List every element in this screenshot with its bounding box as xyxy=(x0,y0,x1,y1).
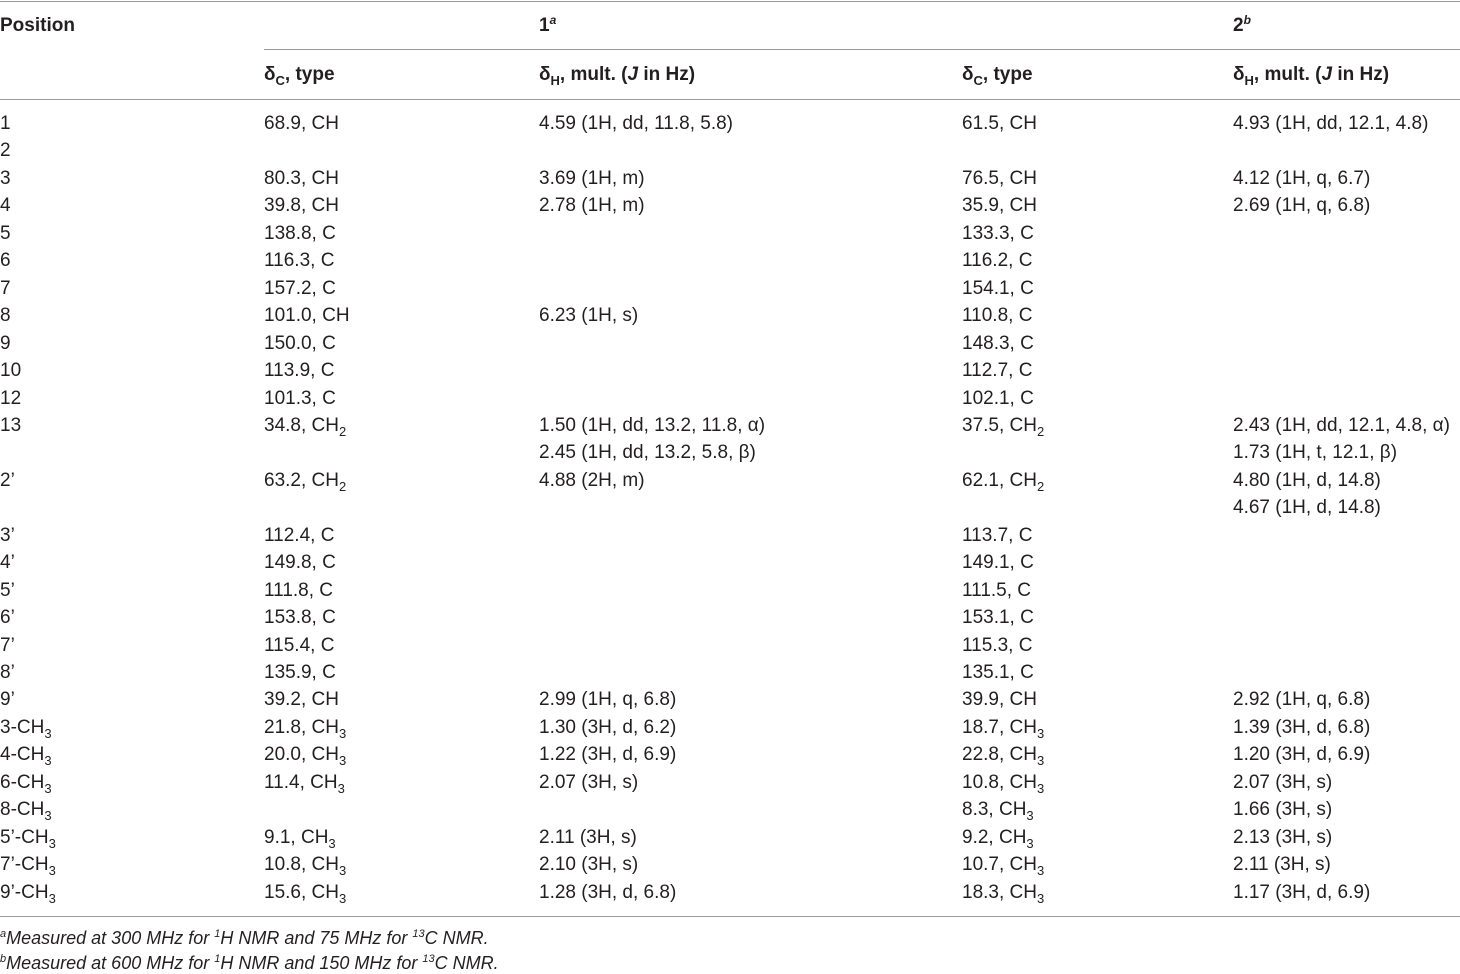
table-top-rule xyxy=(0,1,1460,2)
position-header: Position xyxy=(0,15,75,36)
cell-text: 4.67 (1H, d, 14.8) xyxy=(1233,497,1381,519)
carbon-shift-1-cell xyxy=(264,772,345,794)
carbon-shift-2-cell xyxy=(962,113,1037,135)
j-symbol: J xyxy=(1321,64,1333,85)
proton-shift-1-cell xyxy=(539,882,676,904)
carbon-shift-1-cell xyxy=(264,744,347,769)
carbon-shift-2-cell xyxy=(962,799,1034,824)
cell-text: 10 xyxy=(0,360,22,381)
compound-2-note-mark: b xyxy=(1243,13,1251,27)
position-cell xyxy=(0,168,11,190)
carbon-shift-2-cell xyxy=(962,772,1044,794)
table-bottom-rule xyxy=(0,916,1460,917)
cell-text: 2.07 (3H, s) xyxy=(539,771,639,793)
carbon-shift-1-cell xyxy=(264,223,336,245)
compound-1-label: 1 xyxy=(539,15,550,36)
cell-text: 1.50 (1H, dd, 13.2, 11.8, α) xyxy=(539,414,766,436)
cell-text: 1.66 (3H, s) xyxy=(1233,799,1333,821)
delta-sub: C xyxy=(973,73,983,88)
cell-text: 2.07 (3H, s) xyxy=(1233,771,1333,793)
cell-text: 1.22 (3H, d, 6.9) xyxy=(539,744,677,766)
isotope-number: 1 xyxy=(214,953,221,965)
delta-sub: H xyxy=(550,73,560,88)
cell-text: 4.88 (2H, m) xyxy=(539,469,645,491)
cell-text: 3’ xyxy=(0,524,15,546)
proton-shift-1-cell xyxy=(539,195,645,217)
proton-shift-1-cell xyxy=(539,689,676,711)
position-cell xyxy=(0,689,15,711)
cell-text: 62.1, CH xyxy=(962,469,1037,491)
cell-text: 8-CH xyxy=(0,799,45,821)
compound-1-note-mark: a xyxy=(549,13,557,27)
cell-text: 9’ xyxy=(0,689,15,711)
proton-shift-2-cell xyxy=(1233,772,1332,794)
cell-text: 2.10 (3H, s) xyxy=(539,854,639,876)
proton-shift-1-cell xyxy=(539,854,638,876)
position-cell xyxy=(0,305,11,327)
carbon-shift-2-cell xyxy=(962,360,1032,382)
cell-text: 101.0, CH xyxy=(264,305,350,327)
delta-h-header-1 xyxy=(539,64,695,86)
cell-text: 135.1, C xyxy=(962,662,1034,683)
subscript: 3 xyxy=(1036,753,1045,769)
cell-text: 5’ xyxy=(0,579,15,601)
carbon-shift-1-cell xyxy=(264,580,333,602)
subscript: 3 xyxy=(48,890,56,906)
cell-text: 22.8, CH xyxy=(962,744,1037,766)
cell-text: 21.8, CH xyxy=(264,716,339,738)
cell-text: 4-CH xyxy=(0,744,45,766)
position-cell xyxy=(0,799,52,824)
delta-h-rest: in Hz) xyxy=(638,64,696,85)
delta-symbol: δ xyxy=(539,64,551,85)
cell-text: 148.3, C xyxy=(962,332,1034,354)
cell-text: 9 xyxy=(0,332,11,354)
subscript: 3 xyxy=(48,835,56,851)
subscript: 2 xyxy=(338,423,347,439)
cell-text: 2.92 (1H, q, 6.8) xyxy=(1233,689,1371,711)
position-cell xyxy=(0,552,15,574)
cell-text: 18.3, CH xyxy=(962,881,1037,903)
cell-text: 1.39 (3H, d, 6.8) xyxy=(1233,716,1371,738)
subscript: 3 xyxy=(44,808,52,824)
carbon-shift-1-cell xyxy=(264,333,336,355)
cell-text: 9’-CH xyxy=(0,881,49,903)
carbon-shift-1-cell xyxy=(264,305,350,327)
carbon-shift-2-cell xyxy=(962,717,1044,739)
proton-shift-2-cell xyxy=(1233,744,1370,766)
cell-text: 7’ xyxy=(0,634,15,656)
cell-text: 101.3, C xyxy=(264,387,336,409)
cell-text: 4.59 (1H, dd, 11.8, 5.8) xyxy=(539,113,733,134)
cell-text: 102.1, C xyxy=(962,387,1034,409)
carbon-shift-2-cell xyxy=(962,525,1032,547)
carbon-shift-1-cell xyxy=(264,470,346,492)
proton-shift-1-cell xyxy=(539,113,733,135)
cell-text: 9.1, CH xyxy=(264,826,329,848)
cell-text: 4.12 (1H, q, 6.7) xyxy=(1233,167,1371,189)
cell-text: 2 xyxy=(0,140,11,162)
position-cell xyxy=(0,635,15,657)
position-cell xyxy=(0,333,11,355)
carbon-shift-1-cell xyxy=(264,827,336,849)
carbon-shift-2-cell xyxy=(962,827,1034,849)
proton-shift-1-cell xyxy=(539,470,645,492)
proton-shift-2-cell xyxy=(1233,854,1331,876)
cell-text: 68.9, CH xyxy=(264,113,339,134)
cell-text: 6’ xyxy=(0,607,15,629)
proton-shift-1-cell xyxy=(539,744,676,766)
carbon-shift-2-cell xyxy=(962,278,1034,300)
cell-text: 133.3, C xyxy=(962,222,1034,244)
subscript: 3 xyxy=(1036,725,1045,741)
cell-text: 116.2, C xyxy=(962,250,1033,272)
cell-text: 4.80 (1H, d, 14.8) xyxy=(1233,469,1381,491)
proton-shift-2-cell xyxy=(1233,442,1397,464)
delta-h-rest: , mult. ( xyxy=(559,64,628,85)
carbon-shift-2-cell xyxy=(962,580,1031,602)
carbon-shift-2-cell xyxy=(962,250,1032,272)
proton-shift-2-cell xyxy=(1233,195,1370,217)
cell-text: 2.43 (1H, dd, 12.1, 4.8, α) xyxy=(1233,414,1450,436)
carbon-shift-2-cell xyxy=(962,607,1034,629)
carbon-shift-1-cell xyxy=(264,662,336,684)
cell-text: 157.2, C xyxy=(264,277,336,299)
cell-text: 11.4, CH xyxy=(264,771,338,793)
carbon-shift-1-cell xyxy=(264,525,334,547)
cell-text: 10.7, CH xyxy=(962,854,1037,876)
cell-text: 111.5, C xyxy=(962,579,1032,601)
position-cell xyxy=(0,772,52,794)
proton-shift-1-cell xyxy=(539,717,676,739)
subscript: 2 xyxy=(338,478,347,494)
carbon-shift-1-cell xyxy=(264,415,346,437)
delta-symbol: δ xyxy=(1233,64,1245,85)
position-cell xyxy=(0,854,56,879)
carbon-shift-1-cell xyxy=(264,168,339,190)
cell-text: 153.1, C xyxy=(962,607,1034,629)
carbon-shift-1-cell xyxy=(264,689,339,711)
footnote-text: Measured at 300 MHz for xyxy=(6,928,215,948)
carbon-shift-1-cell xyxy=(264,250,334,272)
delta-symbol: δ xyxy=(962,64,974,85)
carbon-shift-2-cell xyxy=(962,168,1037,190)
cell-text: 113.7, C xyxy=(962,524,1033,546)
carbon-shift-1-cell xyxy=(264,635,334,657)
carbon-shift-2-cell xyxy=(962,223,1034,245)
subscript: 2 xyxy=(1036,423,1045,439)
cell-text: 9.2, CH xyxy=(962,826,1027,848)
carbon-shift-1-cell xyxy=(264,113,339,135)
cell-text: 6 xyxy=(0,250,11,272)
cell-text: 37.5, CH xyxy=(962,414,1037,436)
proton-shift-1-cell xyxy=(539,168,645,190)
cell-text: 135.9, C xyxy=(264,662,336,683)
compound-header-rule xyxy=(264,49,1460,50)
carbon-shift-2-cell xyxy=(962,689,1037,711)
isotope-number: 1 xyxy=(214,928,221,940)
proton-shift-2-cell xyxy=(1233,827,1332,849)
cell-text: 1.30 (3H, d, 6.2) xyxy=(539,716,677,738)
cell-text: 3 xyxy=(0,167,11,189)
footnote-mark: a xyxy=(0,928,7,940)
position-cell xyxy=(0,607,15,629)
carbon-shift-1-cell xyxy=(264,195,339,217)
position-cell xyxy=(0,470,15,492)
cell-text: 4’ xyxy=(0,552,15,574)
cell-text: 150.0, C xyxy=(264,332,336,354)
subscript: 3 xyxy=(328,835,336,851)
carbon-shift-2-cell xyxy=(962,388,1034,410)
cell-text: 113.9, C xyxy=(264,360,335,381)
position-cell xyxy=(0,525,15,547)
cell-text: 112.4, C xyxy=(264,524,335,546)
delta-c-rest: , type xyxy=(982,64,1033,85)
delta-h-rest: in Hz) xyxy=(1332,64,1390,85)
proton-shift-2-cell xyxy=(1233,717,1370,739)
cell-text: 2.11 (3H, s) xyxy=(1233,854,1331,876)
delta-sub: H xyxy=(1244,73,1254,88)
cell-text: 7 xyxy=(0,277,11,299)
carbon-shift-1-cell xyxy=(264,854,347,879)
delta-h-rest: , mult. ( xyxy=(1253,64,1322,85)
cell-text: 1 xyxy=(0,113,11,134)
delta-c-rest: , type xyxy=(284,64,335,85)
position-cell xyxy=(0,113,11,135)
delta-symbol: δ xyxy=(264,64,276,85)
subscript: 2 xyxy=(1036,478,1045,494)
delta-c-header-1 xyxy=(264,64,335,86)
cell-text: 2.99 (1H, q, 6.8) xyxy=(539,689,677,711)
subscript: 3 xyxy=(338,863,347,879)
subscript: 3 xyxy=(338,753,347,769)
subscript: 3 xyxy=(337,780,345,796)
proton-shift-1-cell xyxy=(539,415,765,437)
subscript: 3 xyxy=(1036,863,1045,879)
footnote-text: H NMR and 75 MHz for xyxy=(220,928,413,948)
cell-text: 12 xyxy=(0,387,22,409)
cell-text: 112.7, C xyxy=(962,360,1033,381)
carbon-shift-2-cell xyxy=(962,854,1045,879)
cell-text: 2.11 (3H, s) xyxy=(539,826,637,848)
cell-text: 35.9, CH xyxy=(962,195,1037,217)
position-cell xyxy=(0,223,11,245)
compound-2-header xyxy=(1233,15,1251,37)
cell-text: 8.3, CH xyxy=(962,799,1027,821)
cell-text: 115.4, C xyxy=(264,634,335,656)
proton-shift-1-cell xyxy=(539,827,637,849)
subscript: 3 xyxy=(1036,890,1045,906)
subscript: 3 xyxy=(44,725,52,741)
position-cell xyxy=(0,717,52,739)
cell-text: 39.2, CH xyxy=(264,689,339,711)
carbon-shift-2-cell xyxy=(962,470,1044,492)
cell-text: 20.0, CH xyxy=(264,744,339,766)
cell-text: 2.78 (1H, m) xyxy=(539,195,645,217)
proton-shift-2-cell xyxy=(1233,113,1428,135)
cell-text: 15.6, CH xyxy=(264,881,339,903)
carbon-shift-2-cell xyxy=(962,195,1037,217)
cell-text: 10.8, CH xyxy=(264,854,339,876)
cell-text: 2.45 (1H, dd, 13.2, 5.8, β) xyxy=(539,442,756,464)
proton-shift-2-cell xyxy=(1233,415,1450,437)
carbon-shift-1-cell xyxy=(264,882,346,904)
carbon-shift-2-cell xyxy=(962,333,1034,355)
carbon-shift-2-cell xyxy=(962,415,1044,437)
subscript: 3 xyxy=(44,753,52,769)
proton-shift-2-cell xyxy=(1233,799,1332,821)
position-cell xyxy=(0,195,11,217)
position-cell xyxy=(0,662,15,684)
cell-text: 6-CH xyxy=(0,771,45,793)
cell-text: 2.69 (1H, q, 6.8) xyxy=(1233,195,1371,217)
position-cell xyxy=(0,580,15,602)
cell-text: 3.69 (1H, m) xyxy=(539,167,645,189)
isotope-number: 13 xyxy=(412,928,425,940)
carbon-shift-1-cell xyxy=(264,607,336,629)
cell-text: 1.73 (1H, t, 12.1, β) xyxy=(1233,442,1398,464)
carbon-shift-2-cell xyxy=(962,662,1034,684)
cell-text: 4 xyxy=(0,195,11,217)
cell-text: 154.1, C xyxy=(962,277,1034,299)
subscript: 3 xyxy=(338,890,347,906)
proton-shift-1-cell xyxy=(539,442,756,464)
carbon-shift-2-cell xyxy=(962,882,1044,904)
proton-shift-2-cell xyxy=(1233,168,1370,190)
subscript: 3 xyxy=(1036,780,1045,796)
footnote-text: C NMR. xyxy=(434,953,499,973)
position-cell xyxy=(0,388,21,410)
cell-text: 39.9, CH xyxy=(962,689,1037,711)
cell-text: 2.13 (3H, s) xyxy=(1233,826,1333,848)
subscript: 3 xyxy=(338,725,347,741)
cell-text: 7’-CH xyxy=(0,854,49,876)
delta-sub: C xyxy=(275,73,285,88)
cell-text: 110.8, C xyxy=(962,305,1033,327)
footnote-text: Measured at 600 MHz for xyxy=(6,953,215,973)
position-cell xyxy=(0,360,21,382)
carbon-shift-2-cell xyxy=(962,635,1032,657)
cell-text: 39.8, CH xyxy=(264,195,339,217)
delta-h-header-2 xyxy=(1233,64,1389,86)
cell-text: 1.20 (3H, d, 6.9) xyxy=(1233,744,1371,766)
header-bottom-rule xyxy=(0,99,1460,100)
position-cell xyxy=(0,827,56,849)
cell-text: 13 xyxy=(0,414,22,436)
subscript: 3 xyxy=(1026,808,1034,824)
position-cell xyxy=(0,278,11,300)
cell-text: 8’ xyxy=(0,662,15,683)
cell-text: 10.8, CH xyxy=(962,771,1037,793)
footnote-a xyxy=(0,928,489,949)
carbon-shift-1-cell xyxy=(264,552,336,574)
footnote-text: H NMR and 150 MHz for xyxy=(220,953,423,973)
carbon-shift-1-cell xyxy=(264,717,346,739)
position-cell xyxy=(0,744,52,769)
isotope-number: 13 xyxy=(422,953,435,965)
proton-shift-2-cell xyxy=(1233,497,1381,519)
carbon-shift-1-cell xyxy=(264,388,336,410)
cell-text: 61.5, CH xyxy=(962,113,1037,134)
footnote-text: C NMR. xyxy=(424,928,489,948)
cell-text: 76.5, CH xyxy=(962,167,1037,189)
subscript: 3 xyxy=(44,780,52,796)
cell-text: 149.8, C xyxy=(264,552,336,574)
cell-text: 111.8, C xyxy=(264,579,334,601)
footnote-mark: b xyxy=(0,953,7,965)
subscript: 3 xyxy=(1026,835,1034,851)
subscript: 3 xyxy=(48,863,56,879)
cell-text: 34.8, CH xyxy=(264,414,339,436)
cell-text: 8 xyxy=(0,305,11,327)
cell-text: 4.93 (1H, dd, 12.1, 4.8) xyxy=(1233,113,1429,134)
cell-text: 63.2, CH xyxy=(264,469,339,491)
cell-text: 1.17 (3H, d, 6.9) xyxy=(1233,881,1371,903)
cell-text: 5’-CH xyxy=(0,826,49,848)
cell-text: 1.28 (3H, d, 6.8) xyxy=(539,881,677,903)
cell-text: 5 xyxy=(0,222,11,244)
cell-text: 116.3, C xyxy=(264,250,335,272)
footnote-b xyxy=(0,953,499,974)
carbon-shift-1-cell xyxy=(264,360,334,382)
cell-text: 115.3, C xyxy=(962,634,1033,656)
cell-text: 153.8, C xyxy=(264,607,336,629)
proton-shift-2-cell xyxy=(1233,470,1381,492)
carbon-shift-2-cell xyxy=(962,744,1045,769)
position-cell xyxy=(0,415,21,437)
cell-text: 2’ xyxy=(0,469,15,491)
cell-text: 138.8, C xyxy=(264,222,336,244)
delta-c-header-2 xyxy=(962,64,1033,86)
cell-text: 80.3, CH xyxy=(264,167,339,189)
carbon-shift-2-cell xyxy=(962,305,1032,327)
position-cell xyxy=(0,250,11,272)
cell-text: 149.1, C xyxy=(962,552,1034,574)
position-cell xyxy=(0,882,56,904)
compound-1-header xyxy=(539,15,556,37)
cell-text: 3-CH xyxy=(0,716,45,738)
proton-shift-2-cell xyxy=(1233,882,1370,904)
proton-shift-1-cell xyxy=(539,305,638,327)
carbon-shift-2-cell xyxy=(962,552,1034,574)
proton-shift-1-cell xyxy=(539,772,638,794)
cell-text: 18.7, CH xyxy=(962,716,1037,738)
j-symbol: J xyxy=(627,64,639,85)
position-cell xyxy=(0,140,11,162)
carbon-shift-1-cell xyxy=(264,278,336,300)
compound-2-label: 2 xyxy=(1233,15,1244,36)
proton-shift-2-cell xyxy=(1233,689,1370,711)
cell-text: 6.23 (1H, s) xyxy=(539,305,639,327)
